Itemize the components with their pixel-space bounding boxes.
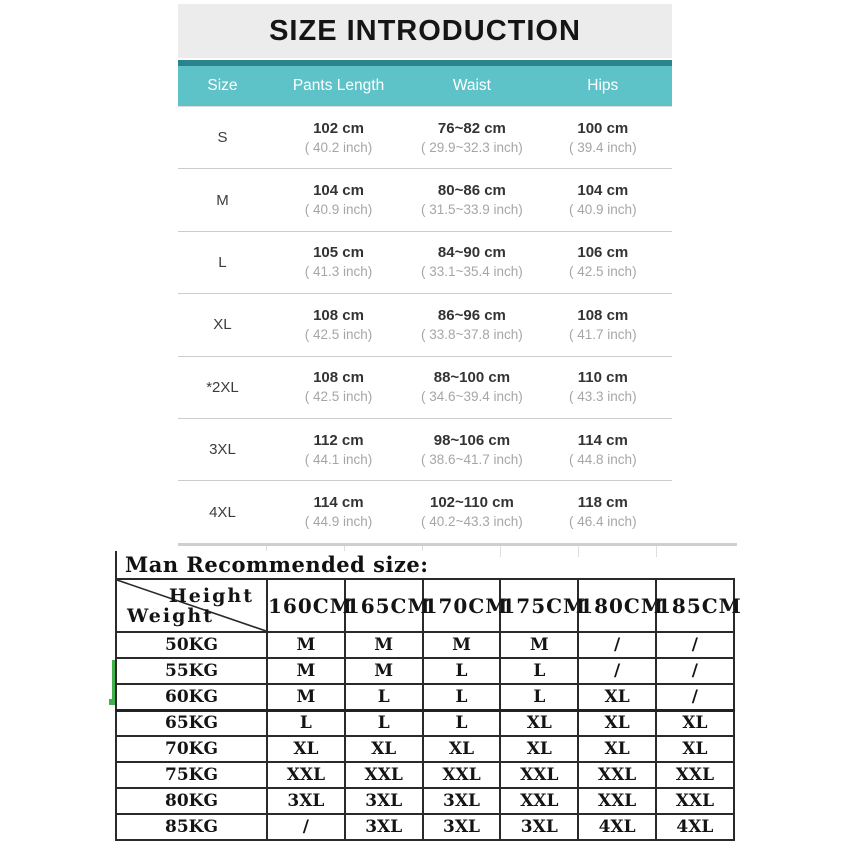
size-value: 4XL <box>578 814 656 840</box>
pants-cm-value: 105 cm <box>313 244 364 262</box>
size-value: M <box>345 658 423 684</box>
weight-row-70kg <box>116 736 734 762</box>
waist-inch-value: ( 40.2~43.3 inch) <box>421 514 523 530</box>
waist-cell <box>410 431 534 469</box>
waist-inch-value: ( 33.1~35.4 inch) <box>421 264 523 280</box>
waist-cell <box>410 119 534 157</box>
size-cell: 3XL <box>209 441 236 459</box>
height-weight-corner-cell <box>116 579 267 632</box>
size-cell: L <box>218 253 227 271</box>
waist-cell <box>410 181 534 219</box>
header-waist: Waist <box>452 77 491 94</box>
size-value: XXL <box>423 762 501 788</box>
hips-inch-value: ( 41.7 inch) <box>569 326 637 342</box>
size-value: M <box>500 632 578 658</box>
hips-cm-value: 106 cm <box>577 244 629 262</box>
size-value: L <box>500 684 578 710</box>
size-value: 3XL <box>345 814 423 840</box>
weight-row-65kg <box>116 710 734 736</box>
size-value: XXL <box>345 762 423 788</box>
size-value: L <box>500 658 578 684</box>
height-header-185: 185CM <box>656 579 734 632</box>
column-stub <box>500 546 501 557</box>
size-value: XXL <box>656 788 734 814</box>
pants-length-cell <box>267 181 410 219</box>
pants-cm-value: 102 cm <box>313 119 364 137</box>
green-selection-mark <box>112 660 115 703</box>
size-value: XL <box>267 736 345 762</box>
hips-cm-value: 104 cm <box>577 182 629 200</box>
pants-length-cell <box>267 368 410 406</box>
size-value: 3XL <box>500 814 578 840</box>
size-cell: 4XL <box>209 503 236 521</box>
size-cell: *2XL <box>206 378 239 396</box>
size-value: M <box>267 632 345 658</box>
size-value: XL <box>578 710 656 736</box>
size-value: XL <box>500 710 578 736</box>
waist-cm-value: 76~82 cm <box>437 119 506 137</box>
weight-label: 80KG <box>116 788 267 814</box>
size-value: XL <box>656 710 734 736</box>
waist-inch-value: ( 31.5~33.9 inch) <box>421 202 523 218</box>
hips-cell <box>534 243 672 281</box>
waist-inch-value: ( 33.8~37.8 inch) <box>421 326 523 342</box>
weight-label: 75KG <box>116 762 267 788</box>
pants-length-cell <box>267 243 410 281</box>
size-value: / <box>578 632 656 658</box>
waist-cell <box>410 493 534 531</box>
height-header-180: 180CM <box>578 579 656 632</box>
column-stub <box>578 546 579 557</box>
waist-cell <box>410 306 534 344</box>
header-pants-length: Pants Length <box>292 77 385 94</box>
pants-cm-value: 114 cm <box>313 494 364 512</box>
pants-length-cell <box>267 493 410 531</box>
recommend-header-row <box>116 579 734 632</box>
pants-inch-value: ( 42.5 inch) <box>304 326 373 342</box>
hips-cell <box>534 306 672 344</box>
hips-inch-value: ( 44.8 inch) <box>569 451 637 467</box>
corner-height-label: Height <box>168 585 254 607</box>
size-value: / <box>656 632 734 658</box>
recommended-size-title <box>115 551 429 578</box>
hips-inch-value: ( 42.5 inch) <box>569 264 637 280</box>
pants-length-cell <box>267 119 410 157</box>
size-value: L <box>345 710 423 736</box>
pants-cm-value: 108 cm <box>313 306 364 324</box>
size-value: XXL <box>267 762 345 788</box>
weight-label: 65KG <box>116 710 267 736</box>
size-value: XXL <box>578 788 656 814</box>
pants-inch-value: ( 41.3 inch) <box>304 264 373 280</box>
hips-cell <box>534 431 672 469</box>
waist-cm-value: 102~110 cm <box>429 494 514 512</box>
hips-cell <box>534 181 672 219</box>
waist-inch-value: ( 34.6~39.4 inch) <box>421 389 523 405</box>
weight-row-80kg <box>116 788 734 814</box>
pants-cm-value: 112 cm <box>313 431 364 449</box>
size-value: 3XL <box>267 788 345 814</box>
size-value: L <box>423 684 501 710</box>
waist-cm-value: 84~90 cm <box>437 244 506 262</box>
weight-label: 70KG <box>116 736 267 762</box>
size-value: XXL <box>578 762 656 788</box>
size-table-header <box>178 60 672 106</box>
size-value: L <box>345 684 423 710</box>
hips-cell <box>534 119 672 157</box>
header-size: Size <box>207 77 238 94</box>
pants-inch-value: ( 40.9 inch) <box>304 202 373 218</box>
waist-cell <box>410 243 534 281</box>
size-value: L <box>423 710 501 736</box>
waist-cm-value: 80~86 cm <box>437 182 506 200</box>
recommended-size-title-text: Man Recommended size: <box>125 552 429 577</box>
hips-inch-value: ( 39.4 inch) <box>569 139 637 155</box>
weight-row-50kg <box>116 632 734 658</box>
size-value: XXL <box>500 762 578 788</box>
size-row-2xl <box>178 357 672 419</box>
size-value: XXL <box>656 762 734 788</box>
size-row-xl <box>178 294 672 356</box>
size-value: XL <box>345 736 423 762</box>
green-selection-handle <box>109 699 115 705</box>
weight-row-75kg <box>116 762 734 788</box>
waist-cm-value: 88~100 cm <box>433 369 511 387</box>
header-hips: Hips <box>587 77 619 94</box>
size-value: M <box>345 632 423 658</box>
size-row-s <box>178 107 672 169</box>
seam-divider <box>178 543 737 546</box>
size-value: / <box>656 684 734 710</box>
size-value: XL <box>423 736 501 762</box>
pants-inch-value: ( 40.2 inch) <box>304 139 373 155</box>
hips-inch-value: ( 46.4 inch) <box>569 514 637 530</box>
size-value: XL <box>578 736 656 762</box>
waist-cm-value: 98~106 cm <box>433 431 511 449</box>
hips-cm-value: 110 cm <box>577 369 628 387</box>
size-value: 3XL <box>423 788 501 814</box>
weight-row-60kg <box>116 684 734 710</box>
recommended-size-table <box>115 578 742 841</box>
size-value: / <box>578 658 656 684</box>
pants-cm-value: 108 cm <box>313 369 364 387</box>
size-value: M <box>423 632 501 658</box>
hips-inch-value: ( 40.9 inch) <box>569 202 637 218</box>
weight-label: 60KG <box>116 684 267 710</box>
weight-row-55kg <box>116 658 734 684</box>
size-value: XL <box>656 736 734 762</box>
height-header-165: 165CM <box>345 579 423 632</box>
size-value: 4XL <box>656 814 734 840</box>
weight-row-85kg <box>116 814 734 840</box>
size-value: / <box>656 658 734 684</box>
hips-cm-value: 114 cm <box>577 431 628 449</box>
size-value: 3XL <box>423 814 501 840</box>
pants-length-cell <box>267 306 410 344</box>
size-value: XXL <box>500 788 578 814</box>
corner-weight-label: Weight <box>127 605 214 627</box>
weight-label: 55KG <box>116 658 267 684</box>
size-cell: M <box>216 191 229 209</box>
waist-cell <box>410 368 534 406</box>
size-row-m <box>178 169 672 231</box>
page-title-text: SIZE INTRODUCTION <box>269 14 581 47</box>
pants-length-cell <box>267 431 410 469</box>
pants-inch-value: ( 44.9 inch) <box>304 514 373 530</box>
waist-inch-value: ( 38.6~41.7 inch) <box>421 451 523 467</box>
pants-inch-value: ( 44.1 inch) <box>304 451 373 467</box>
size-value: M <box>267 684 345 710</box>
height-header-170: 170CM <box>423 579 501 632</box>
weight-label: 50KG <box>116 632 267 658</box>
height-header-160: 160CM <box>267 579 345 632</box>
size-value: 3XL <box>345 788 423 814</box>
hips-inch-value: ( 43.3 inch) <box>569 389 637 405</box>
hips-cm-value: 108 cm <box>577 306 629 324</box>
size-row-l <box>178 232 672 294</box>
size-value: L <box>423 658 501 684</box>
hips-cm-value: 118 cm <box>577 494 628 512</box>
column-stub <box>656 546 657 557</box>
pants-inch-value: ( 42.5 inch) <box>304 389 373 405</box>
hips-cell <box>534 493 672 531</box>
size-value: M <box>267 658 345 684</box>
size-value: L <box>267 710 345 736</box>
size-row-3xl <box>178 419 672 481</box>
pants-cm-value: 104 cm <box>313 182 364 200</box>
size-cell: S <box>217 129 228 147</box>
page-title <box>178 4 672 58</box>
weight-label: 85KG <box>116 814 267 840</box>
size-cell: XL <box>213 316 232 334</box>
waist-cm-value: 86~96 cm <box>437 306 506 324</box>
size-value: XL <box>578 684 656 710</box>
size-value: / <box>267 814 345 840</box>
size-table-body <box>178 106 672 544</box>
size-value: XL <box>500 736 578 762</box>
size-row-4xl <box>178 481 672 543</box>
hips-cm-value: 100 cm <box>577 119 629 137</box>
height-header-175: 175CM <box>500 579 578 632</box>
hips-cell <box>534 368 672 406</box>
waist-inch-value: ( 29.9~32.3 inch) <box>421 139 523 155</box>
